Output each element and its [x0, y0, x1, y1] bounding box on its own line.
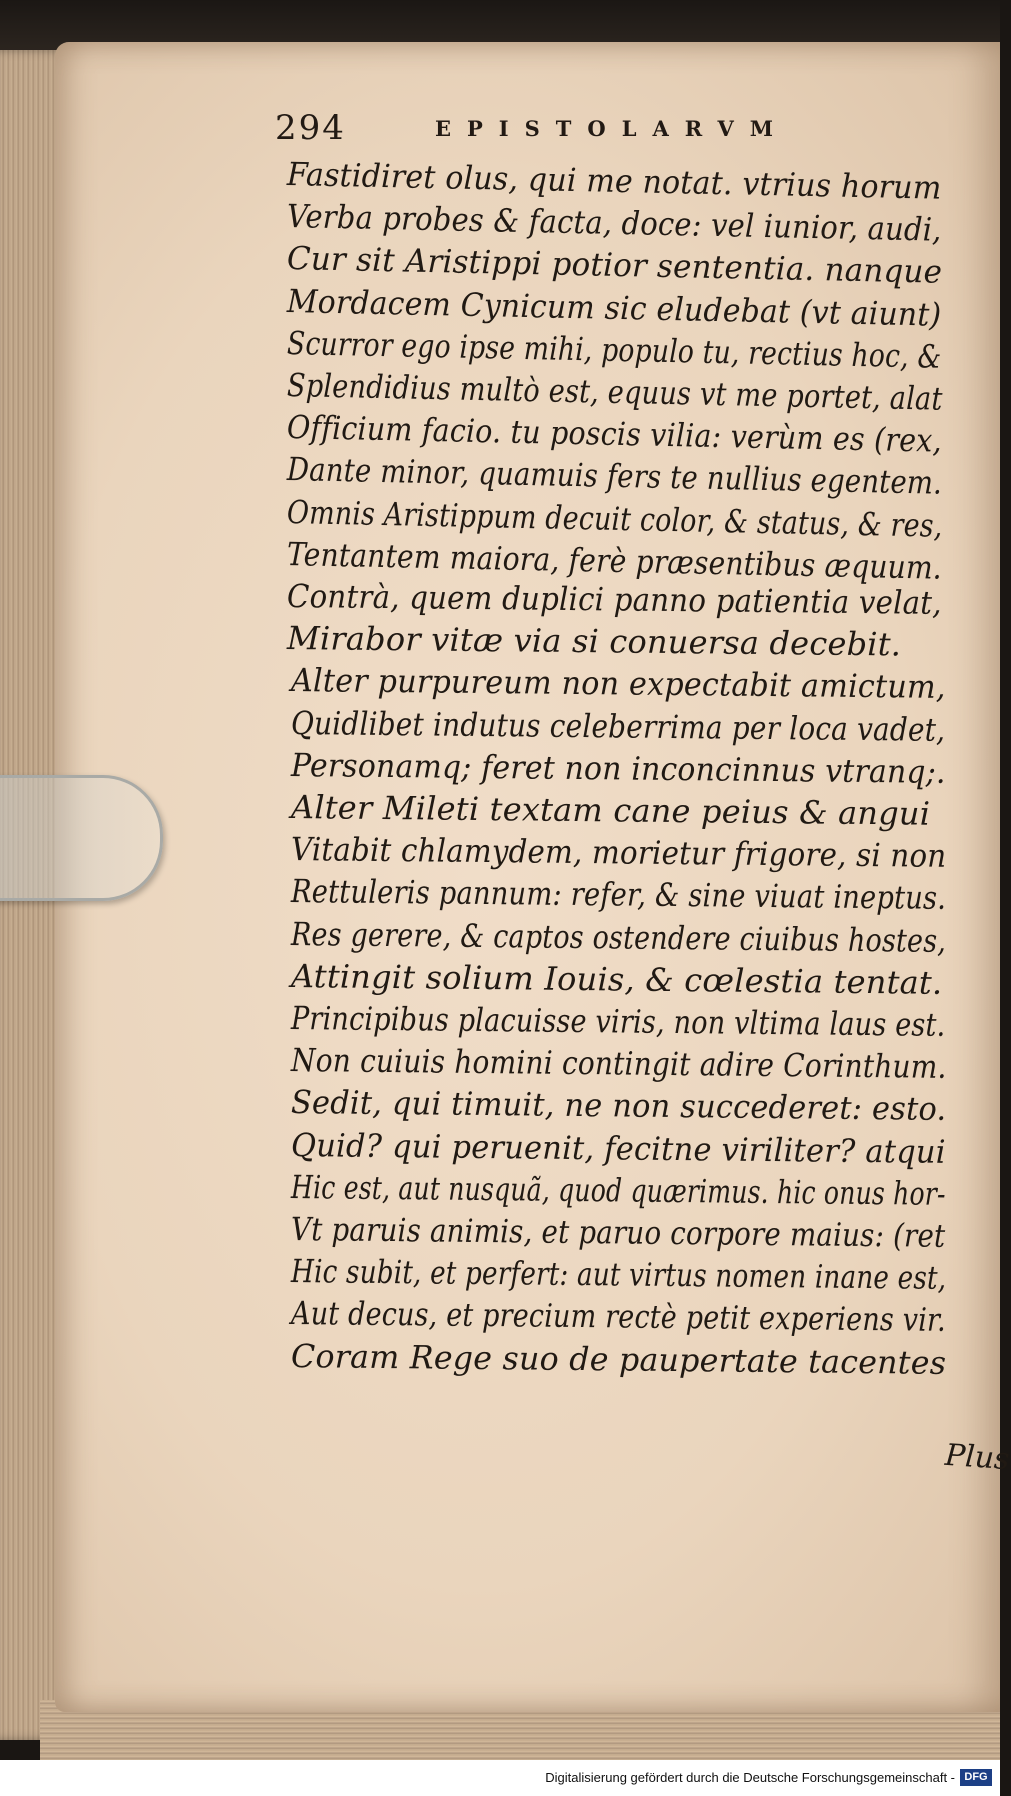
page-number: 294: [275, 108, 346, 148]
dfg-logo: DFG: [960, 1769, 992, 1786]
text-line: Hic est, aut nusquã, quod quærimus. hic onus hor-: [290, 1167, 946, 1213]
text-line: Personamq; feret non inconcinnus vtranq;.: [290, 745, 946, 791]
text-line: Attingit solium Iouis, & cœlestia tentat.: [290, 956, 943, 1002]
text-line: Officium facio. tu poscis vilia: verùm es (rex,: [286, 408, 943, 460]
text-line: Tentantem maiora, ferè præsentibus æquum.: [286, 534, 943, 587]
digitization-footer: [0, 1760, 1000, 1796]
text-line: Vt paruis animis, et paruo corpore maius: (ret: [290, 1210, 946, 1255]
text-line: Verba probes & facta, doce: vel iunior, audi,: [286, 197, 942, 249]
text-line: Non cuiuis homini contingit adire Corinthum.: [290, 1041, 947, 1087]
text-line: Contrà, quem duplici panno patientia velat,: [286, 577, 942, 622]
text-line: Fastidiret olus, qui me notat. vtrius horum: [286, 155, 942, 207]
running-title: EPISTOLARVM: [435, 116, 790, 141]
text-line: Cur sit Aristippi potior sententia. nanque: [286, 239, 943, 292]
text-line: Alter Mileti textam cane peius & angui: [290, 788, 931, 833]
text-line: Res gerere, & captos ostendere ciuibus hostes,: [290, 914, 947, 960]
text-line: Omnis Aristippum decuit color, & status, & res,: [286, 492, 943, 545]
text-line: Principibus placuisse viris, non vltima laus est.: [290, 999, 946, 1044]
digitization-credit: Digitalisierung gefördert durch die Deutsche Forschungsgemeinschaft -: [545, 1770, 955, 1785]
text-line: Aut decus, et precium rectè petit experiens vir.: [290, 1294, 947, 1340]
text-line: Vitabit chlamydem, morietur frigore, si non: [290, 830, 947, 876]
text-line: Coram Rege suo de paupertate tacentes: [290, 1336, 947, 1382]
page-header: [275, 108, 915, 158]
text-line: Dante minor, quamuis fers te nullius egentem.: [286, 450, 943, 503]
text-line: Quidlibet indutus celeberrima per loca vadet,: [290, 703, 946, 749]
catchword: Plus: [943, 1437, 1011, 1478]
text-line: Mordacem Cynicum sic eludebat (vt aiunt): [286, 281, 942, 334]
text-line: Sedit, qui timuit, ne non succederet: esto.: [290, 1083, 947, 1129]
text-line: Hic subit, et perfert: aut virtus nomen inane est,: [290, 1252, 947, 1298]
text-line: Mirabor vitæ via si conuersa decebit.: [286, 619, 902, 664]
text-line: Rettuleris pannum: refer, & sine viuat ineptus.: [290, 872, 947, 918]
text-line: Quid? qui peruenit, fecitne viriliter? atqui: [290, 1125, 946, 1171]
text-line: Alter purpureum non expectabit amictum,: [290, 661, 946, 707]
page-clip: [0, 775, 163, 901]
text-line: Scurror ego ipse mihi, populo tu, rectius hoc, &: [286, 323, 942, 376]
text-line: Splendidius multò est, equus vt me portet, alat: [286, 366, 943, 418]
